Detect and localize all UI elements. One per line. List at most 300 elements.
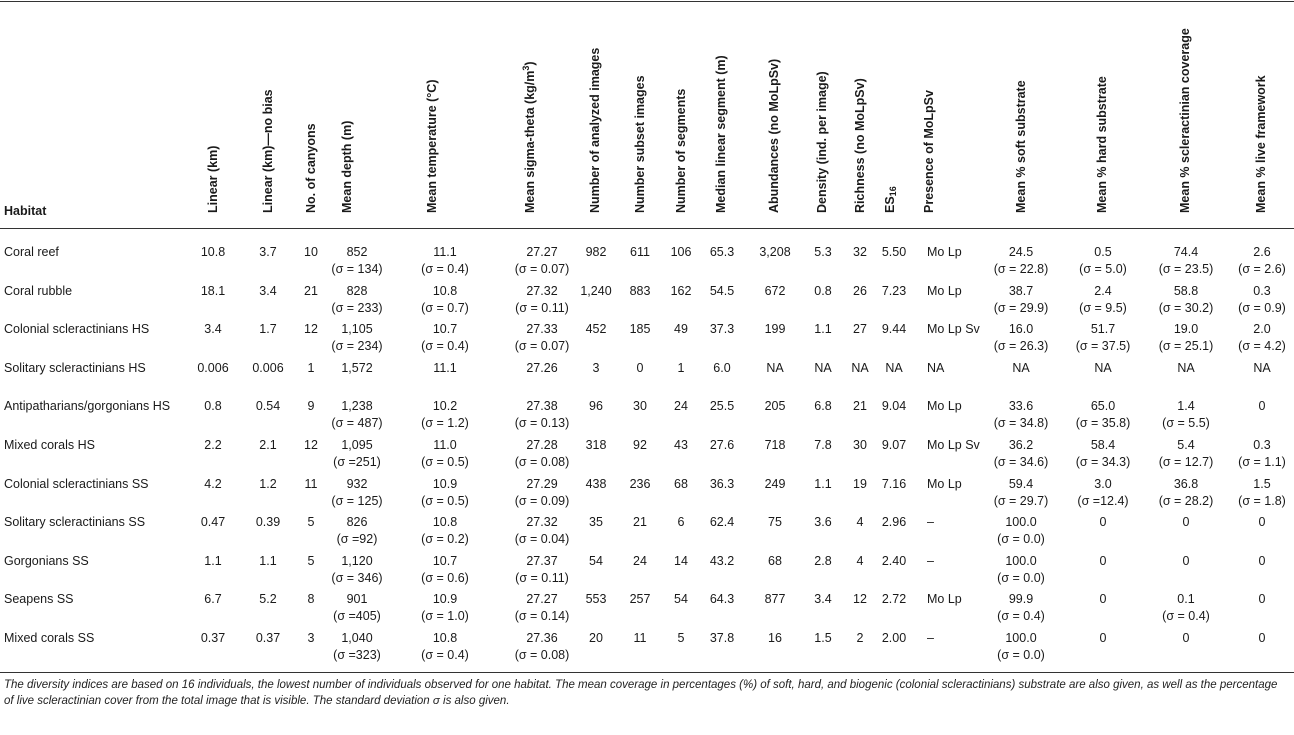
cell-value: 36.2 <box>1008 438 1034 452</box>
cell-value: 18.1 <box>200 283 226 298</box>
cell-value: 9 <box>307 399 315 414</box>
cell-value: 43 <box>674 438 688 452</box>
header-density: Density (ind. per image) <box>815 71 829 213</box>
cell-value: 318 <box>585 438 607 452</box>
cell-value: Coral reef <box>4 245 59 259</box>
cell-value: 1,120 <box>341 553 373 568</box>
cell-sd: (σ = 35.8) <box>1075 416 1131 431</box>
cell-value: 74.4 <box>1173 245 1199 259</box>
cell-value: Gorgonians SS <box>4 553 89 568</box>
cell-value: 2.6 <box>1253 245 1271 259</box>
cell-value: 0 <box>1258 399 1266 414</box>
cell-depth <box>312 553 402 587</box>
cell-depth <box>312 283 402 317</box>
cell-soft <box>976 283 1066 317</box>
cell-value: 0.47 <box>200 515 226 530</box>
cell-sd: (σ = 23.5) <box>1158 262 1214 276</box>
cell-value: 27.36 <box>526 631 558 645</box>
cell-value: 54.5 <box>709 283 735 298</box>
cell-value: 12 <box>304 322 318 337</box>
header-abundances: Abundances (no MoLpSv) <box>767 58 781 213</box>
cell-value: 1 <box>677 360 685 375</box>
cell-value: 26 <box>853 283 867 298</box>
cell-value: NA <box>1012 360 1030 375</box>
cell-sd: (σ = 30.2) <box>1158 300 1214 315</box>
cell-soft <box>976 321 1066 355</box>
cell-hard <box>1058 437 1148 471</box>
cell-value: 2.1 <box>259 438 277 452</box>
header-soft-substrate: Mean % soft substrate <box>1014 80 1028 213</box>
cell-sd: (σ =92) <box>336 532 378 547</box>
cell-value: 0.8 <box>204 399 222 414</box>
cell-value: 11 <box>304 476 318 491</box>
cell-es <box>849 514 939 531</box>
cell-sd: (σ = 0.5) <box>421 493 469 508</box>
cell-value: 7.16 <box>881 476 907 491</box>
cell-value: 826 <box>346 515 368 530</box>
cell-es <box>849 398 939 415</box>
cell-value: 10.2 <box>432 399 458 414</box>
cell-live <box>1217 321 1294 355</box>
cell-value: 0.39 <box>255 515 281 530</box>
cell-value: 10.8 <box>432 515 458 530</box>
cell-value: 0 <box>1099 631 1107 645</box>
cell-value: 100.0 <box>1005 631 1037 645</box>
cell-sd: (σ = 26.3) <box>993 339 1049 354</box>
cell-hard <box>1058 514 1148 531</box>
cell-value: 2.72 <box>881 592 907 607</box>
cell-temp <box>400 553 490 587</box>
cell-value: 162 <box>670 283 692 298</box>
cell-value: 7.23 <box>881 283 907 298</box>
table-bottom-rule <box>0 672 1294 673</box>
cell-value: 1,105 <box>341 322 373 337</box>
cell-value: NA <box>1177 360 1195 375</box>
cell-value: 2.8 <box>814 553 832 568</box>
cell-value: NA <box>851 360 869 375</box>
cell-value: 12 <box>304 438 318 452</box>
cell-sd: (σ = 0.09) <box>514 493 570 508</box>
cell-sd: (σ = 0.11) <box>515 570 569 585</box>
cell-value: 54 <box>674 592 688 607</box>
cell-value: 2.00 <box>881 631 907 645</box>
cell-sd: (σ = 1.1) <box>1238 455 1286 469</box>
cell-sd: (σ =12.4) <box>1077 493 1129 508</box>
cell-value: 92 <box>633 438 647 452</box>
cell-depth <box>312 244 402 278</box>
table-row <box>0 514 1294 550</box>
cell-temp <box>400 321 490 355</box>
cell-value: 0.8 <box>814 283 832 298</box>
cell-value: NA <box>814 360 832 375</box>
cell-value: 0 <box>1099 515 1107 530</box>
cell-sd: (σ = 0.04) <box>514 532 570 547</box>
header-es16: $ES_{16}$ <box>883 186 898 213</box>
cell-value: 257 <box>629 592 651 607</box>
cell-depth <box>312 321 402 355</box>
cell-value: 6.7 <box>204 592 222 607</box>
cell-value: 64.3 <box>709 592 735 607</box>
header-median-segment: Median linear segment (m) <box>714 55 728 213</box>
cell-value: 51.7 <box>1090 322 1116 337</box>
cell-sd: (σ = 0.07) <box>514 262 570 276</box>
cell-value: 2.96 <box>881 515 907 530</box>
cell-value: Solitary scleractinians HS <box>4 360 146 375</box>
cell-sd: (σ = 5.0) <box>1079 262 1127 276</box>
cell-value: 0 <box>1258 631 1266 645</box>
header-rule <box>0 228 1294 229</box>
cell-value: 27.33 <box>526 322 558 337</box>
cell-es <box>849 244 939 261</box>
cell-sd: (σ = 0.4) <box>421 262 469 276</box>
cell-value: Mo Lp <box>927 283 962 298</box>
cell-value: 10.8 <box>200 245 226 259</box>
cell-value: 27.27 <box>526 592 558 607</box>
cell-value: 27.6 <box>709 438 735 452</box>
cell-live <box>1217 476 1294 510</box>
cell-value: 3.4 <box>259 283 277 298</box>
cell-value: 5.4 <box>1177 438 1195 452</box>
table-row <box>0 437 1294 473</box>
cell-value: 10.8 <box>432 283 458 298</box>
cell-value: 1,240 <box>580 283 612 298</box>
cell-value: 0 <box>1099 553 1107 568</box>
cell-value: 38.7 <box>1008 283 1034 298</box>
cell-value: 452 <box>585 322 607 337</box>
cell-value: 249 <box>764 476 786 491</box>
cell-es <box>849 553 939 570</box>
cell-value: 2.40 <box>881 553 907 568</box>
cell-sd: (σ = 0.0) <box>997 532 1045 547</box>
cell-soft <box>976 630 1066 664</box>
cell-depth <box>312 591 402 625</box>
cell-value: 24 <box>674 399 688 414</box>
cell-value: 3 <box>307 631 315 645</box>
cell-value: Mo Lp Sv <box>927 438 980 452</box>
cell-value: 58.8 <box>1173 283 1199 298</box>
cell-value: 6.8 <box>814 399 832 414</box>
cell-value: 24.5 <box>1008 245 1034 259</box>
cell-sd: (σ = 25.1) <box>1158 339 1214 354</box>
cell-value: 901 <box>346 592 368 607</box>
cell-es <box>849 283 939 300</box>
table-row <box>0 283 1294 319</box>
cell-value: 32 <box>853 245 867 259</box>
cell-hard <box>1058 591 1148 608</box>
cell-value: 1,095 <box>341 438 373 452</box>
cell-value: Mo Lp <box>927 399 962 414</box>
cell-sd: (σ = 12.7) <box>1158 455 1214 469</box>
header-live-framework: Mean % live framework <box>1254 75 1268 213</box>
cell-sd: (σ = 9.5) <box>1079 300 1127 315</box>
cell-value: 2 <box>856 631 864 645</box>
cell-value: 0 <box>1182 515 1190 530</box>
header-presence: Presence of MoLpSv <box>922 90 936 213</box>
cell-value: 1.1 <box>814 476 832 491</box>
cell-value: 99.9 <box>1008 592 1034 607</box>
cell-sd: (σ = 346) <box>331 570 383 585</box>
cell-value: 1.5 <box>814 631 832 645</box>
cell-value: Antipatharians/gorgonians HS <box>4 399 171 414</box>
cell-value: 5.50 <box>881 245 907 259</box>
cell-sd: (σ = 0.4) <box>1162 609 1210 624</box>
cell-value: 65.3 <box>709 245 735 259</box>
cell-value: 0 <box>1258 515 1266 530</box>
cell-sd: (σ = 4.2) <box>1238 339 1286 354</box>
cell-sd: (σ = 29.9) <box>993 300 1049 315</box>
cell-value: 718 <box>764 438 786 452</box>
cell-value: 10.9 <box>432 592 458 607</box>
cell-value: 185 <box>629 322 651 337</box>
cell-depth <box>312 437 402 471</box>
header-sigma-theta: Mean sigma-theta $(kg/m^3)$ <box>521 61 537 213</box>
header-hard-substrate: Mean % hard substrate <box>1095 76 1109 213</box>
cell-value: 27.37 <box>526 553 558 568</box>
cell-value: 37.8 <box>709 631 735 645</box>
cell-temp <box>400 437 490 471</box>
cell-soft <box>976 398 1066 432</box>
cell-sd: (σ = 125) <box>331 493 383 508</box>
header-subset-images: Number subset images <box>633 75 647 213</box>
cell-soft <box>976 360 1066 377</box>
cell-value: NA <box>1094 360 1112 375</box>
cell-value: 100.0 <box>1005 515 1037 530</box>
cell-live <box>1217 244 1294 278</box>
cell-value: 3.4 <box>814 592 832 607</box>
cell-value: Solitary scleractinians SS <box>4 515 146 530</box>
cell-value: 3.0 <box>1094 476 1112 491</box>
cell-value: 65.0 <box>1090 399 1116 414</box>
cell-temp <box>400 476 490 510</box>
cell-value: 0.5 <box>1094 245 1112 259</box>
cell-hard <box>1058 321 1148 355</box>
cell-value: 37.3 <box>709 322 735 337</box>
cell-value: 1.1 <box>814 322 832 337</box>
cell-temp <box>400 630 490 664</box>
cell-value: 12 <box>853 592 867 607</box>
cell-sd: (σ = 28.2) <box>1158 493 1214 508</box>
cell-sd: (σ = 2.6) <box>1238 262 1286 276</box>
cell-sd: (σ = 234) <box>331 339 383 354</box>
cell-value: 5 <box>307 553 315 568</box>
cell-value: Mo Lp <box>927 245 962 259</box>
table-row <box>0 476 1294 512</box>
header-canyons: No. of canyons <box>304 123 318 213</box>
cell-value: 54 <box>589 553 603 568</box>
cell-sd: (σ = 29.7) <box>993 493 1049 508</box>
cell-depth <box>312 398 402 432</box>
cell-value: 0.3 <box>1253 438 1271 452</box>
cell-sd: (σ = 0.0) <box>997 570 1045 585</box>
cell-soft <box>976 437 1066 471</box>
cell-value: 11 <box>633 631 647 645</box>
cell-hard <box>1058 244 1148 278</box>
cell-value: 0 <box>1258 553 1266 568</box>
cell-value: 58.4 <box>1090 438 1116 452</box>
cell-value: 3.4 <box>204 322 222 337</box>
cell-value: 2.4 <box>1094 283 1112 298</box>
cell-value: 21 <box>304 283 318 298</box>
cell-sd: (σ =323) <box>333 648 381 662</box>
cell-depth <box>312 476 402 510</box>
cell-value: 932 <box>346 476 368 491</box>
table-row <box>0 591 1294 627</box>
table-row <box>0 244 1294 280</box>
cell-sd: (σ = 1.8) <box>1238 493 1286 508</box>
cell-es <box>849 476 939 493</box>
cell-sd: (σ = 134) <box>331 262 383 276</box>
cell-sd: (σ = 0.07) <box>514 339 570 354</box>
cell-es <box>849 321 939 338</box>
cell-value: NA <box>766 360 784 375</box>
cell-value: 11.0 <box>433 438 457 452</box>
cell-soft <box>976 514 1066 548</box>
cell-sd: (σ = 0.4) <box>421 648 469 662</box>
cell-value: 68 <box>768 553 782 568</box>
cell-value: 10.7 <box>432 322 458 337</box>
cell-value: 36.8 <box>1173 476 1199 491</box>
cell-value: 852 <box>346 245 368 259</box>
cell-value: 828 <box>346 283 368 298</box>
cell-value: 5.2 <box>259 592 277 607</box>
table-row <box>0 398 1294 434</box>
cell-sd: (σ = 0.7) <box>421 300 469 315</box>
cell-live <box>1217 630 1294 647</box>
cell-sd: (σ = 0.14) <box>514 609 570 624</box>
cell-sd: (σ = 233) <box>331 300 383 315</box>
cell-value: 33.6 <box>1008 399 1034 414</box>
cell-value: Colonial scleractinians HS <box>4 322 150 337</box>
cell-value: 0.54 <box>255 399 281 414</box>
header-richness: Richness (no MoLpSv) <box>853 78 867 213</box>
cell-soft <box>976 476 1066 510</box>
cell-live <box>1217 398 1294 415</box>
cell-value: 883 <box>629 283 651 298</box>
cell-sd: (σ = 34.6) <box>993 455 1049 469</box>
cell-sd: (σ = 0.08) <box>514 455 570 469</box>
cell-value: 4.2 <box>204 476 222 491</box>
cell-value: 10.9 <box>432 476 458 491</box>
cell-value: 1.5 <box>1253 476 1271 491</box>
cell-value: 877 <box>764 592 786 607</box>
cell-value: 5 <box>307 515 315 530</box>
header-depth: Mean depth (m) <box>340 120 354 213</box>
cell-value: 100.0 <box>1005 553 1037 568</box>
table-row <box>0 630 1294 666</box>
cell-depth <box>312 514 402 548</box>
cell-value: 236 <box>629 476 651 491</box>
cell-value: 75 <box>768 515 782 530</box>
cell-sd: (σ = 1.0) <box>421 609 469 624</box>
header-habitat: Habitat <box>4 204 47 218</box>
cell-live <box>1217 514 1294 531</box>
cell-sd: (σ = 37.5) <box>1075 339 1131 354</box>
cell-live <box>1217 437 1294 471</box>
cell-value: 30 <box>633 399 647 414</box>
header-linear-no-bias: Linear (km)—no bias <box>261 89 275 213</box>
cell-value: Seapens SS <box>4 592 74 607</box>
cell-value: 27.28 <box>526 438 558 452</box>
cell-sd: (σ = 0.2) <box>421 532 469 547</box>
cell-value: 982 <box>585 245 607 259</box>
table-row <box>0 360 1294 396</box>
cell-value: 11.1 <box>433 245 457 259</box>
cell-sd: (σ = 5.5) <box>1162 416 1210 431</box>
cell-sd: (σ = 0.5) <box>421 455 469 469</box>
cell-value: 106 <box>670 245 692 259</box>
cell-value: 9.04 <box>881 399 907 414</box>
cell-value: 0 <box>1182 631 1190 645</box>
cell-value: 10 <box>304 245 318 259</box>
cell-value: NA <box>885 360 903 375</box>
cell-value: 68 <box>674 476 688 491</box>
cell-value: 43.2 <box>709 553 735 568</box>
cell-value: 14 <box>674 553 688 568</box>
cell-hard <box>1058 553 1148 570</box>
cell-value: 1.4 <box>1177 399 1195 414</box>
cell-soft <box>976 591 1066 625</box>
cell-value: 0 <box>636 360 644 375</box>
cell-value: Mixed corals HS <box>4 438 95 452</box>
cell-value: 0.006 <box>252 360 284 375</box>
cell-value: 0 <box>1182 553 1190 568</box>
cell-value: 27.38 <box>526 399 558 414</box>
cell-value: 1,572 <box>341 360 373 375</box>
header-analyzed-images: Number of analyzed images <box>588 47 602 213</box>
cell-sd: (σ = 0.9) <box>1238 300 1286 315</box>
table-row <box>0 553 1294 589</box>
cell-live <box>1217 591 1294 608</box>
cell-value: 7.8 <box>814 438 832 452</box>
cell-hard <box>1058 630 1148 647</box>
cell-value: 27.26 <box>526 360 558 375</box>
cell-value: 35 <box>589 515 603 530</box>
cell-sd: (σ = 34.3) <box>1075 455 1131 469</box>
cell-value: Coral rubble <box>4 283 73 298</box>
cell-value: 3.7 <box>259 245 277 259</box>
cell-value: 4 <box>856 515 864 530</box>
cell-sd: (σ = 34.8) <box>993 416 1049 431</box>
cell-live <box>1217 283 1294 317</box>
cell-value: NA <box>1253 360 1271 375</box>
cell-value: – <box>927 631 934 645</box>
cell-sd: (σ = 0.6) <box>421 570 469 585</box>
cell-soft <box>976 244 1066 278</box>
cell-value: 553 <box>585 592 607 607</box>
header-linear: Linear (km) <box>206 145 220 213</box>
cell-value: 2.0 <box>1253 322 1271 337</box>
cell-es <box>849 630 939 647</box>
cell-value: 0.37 <box>200 631 226 645</box>
cell-value: 21 <box>633 515 647 530</box>
cell-es <box>849 591 939 608</box>
cell-value: 96 <box>589 399 603 414</box>
cell-value: – <box>927 553 934 568</box>
header-temperature: Mean temperature (°C) <box>425 79 439 213</box>
cell-hard <box>1058 283 1148 317</box>
cell-es <box>849 360 939 377</box>
cell-sd: (σ =405) <box>333 609 381 624</box>
cell-value: 2.2 <box>204 438 222 452</box>
cell-sd: (σ =251) <box>333 455 381 469</box>
cell-value: 9.44 <box>881 322 907 337</box>
cell-sd: (σ = 22.8) <box>993 262 1049 276</box>
cell-value: 3 <box>592 360 600 375</box>
cell-value: 62.4 <box>709 515 735 530</box>
cell-temp <box>400 244 490 278</box>
cell-value: 1.1 <box>204 553 222 568</box>
cell-value: 1,238 <box>341 399 373 414</box>
